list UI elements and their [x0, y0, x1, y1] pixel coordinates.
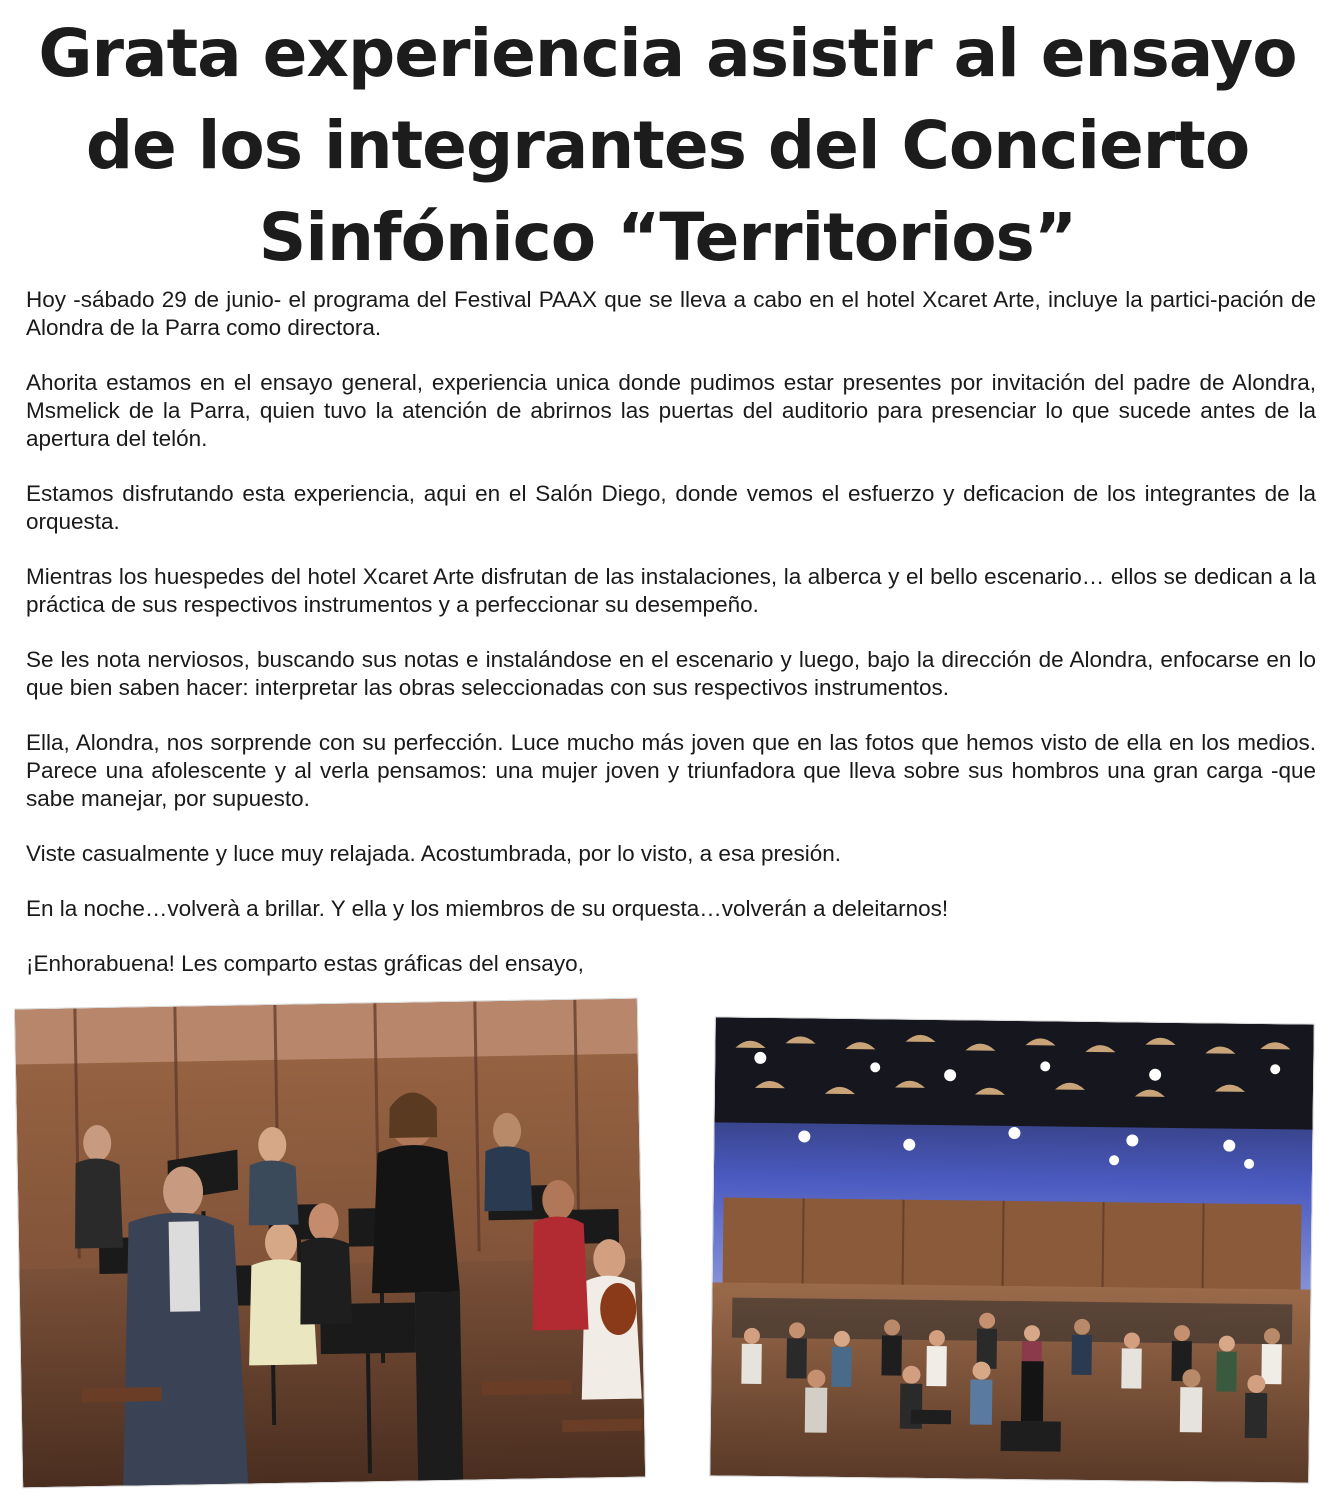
paragraph-8: En la noche…volverà a brillar. Y ella y los miembros de su orquesta…volverán a deleitarnos!: [26, 896, 949, 921]
headline-line-2: de los integrantes del Concierto: [85, 107, 1250, 184]
headline-line-3: Sinfónico “Territorios”: [258, 199, 1077, 276]
paragraph-6: Ella, Alondra, nos sorprende con su perfección. Luce mucho más joven que en las fotos que hemos visto de ella en los medios. Parece una afolescente y al verla pensamos: una mujer joven y triunfadora que lleva sobre sus hombros una gran carga -que sabe manejar, por supuesto.: [26, 730, 1316, 811]
paragraph-4: Mientras los huespedes del hotel Xcaret Arte disfrutan de las instalaciones, la alberca y el bello escenario… ellos se dedican a la práctica de sus respectivos instrumentos y a perfeccionar su desempeño.: [26, 564, 1316, 617]
headline-line-1: Grata experiencia asistir al ensayo: [38, 15, 1297, 92]
paragraph-1: Hoy -sábado 29 de junio- el programa del Festival PAAX que se lleva a cabo en el hotel Xcaret Arte, incluye la partici-pación de Alondra de la Parra como directora.: [26, 287, 1316, 340]
rehearsal-photo-closeup: [14, 998, 646, 1489]
headline: [20, 8, 1315, 284]
rehearsal-photo-stage-wide: [709, 1016, 1315, 1483]
paragraph-2: Ahorita estamos en el ensayo general, experiencia unica donde pudimos estar presentes por invitación del padre de Alondra, Msmelick de la Parra, quien tuvo la atención de abrirnos las puertas del auditorio para presenciar lo que sucede antes de la apertura del telón.: [26, 370, 1316, 451]
paragraph-5: Se les nota nerviosos, buscando sus notas e instalándose en el escenario y luego, bajo la dirección de Alondra, enfocarse en lo que bien saben hacer: interpretar las obras seleccionadas con sus respectivos instrumentos.: [26, 647, 1316, 700]
paragraph-7: Viste casualmente y luce muy relajada. Acostumbrada, por lo visto, a esa presión.: [26, 841, 842, 866]
article-body: [26, 286, 1316, 1005]
paragraph-3: Estamos disfrutando esta experiencia, aqui en el Salón Diego, donde vemos el esfuerzo y deficacion de los integrantes de la orquesta.: [26, 481, 1316, 534]
paragraph-9: ¡Enhorabuena! Les comparto estas gráficas del ensayo,: [26, 951, 584, 976]
